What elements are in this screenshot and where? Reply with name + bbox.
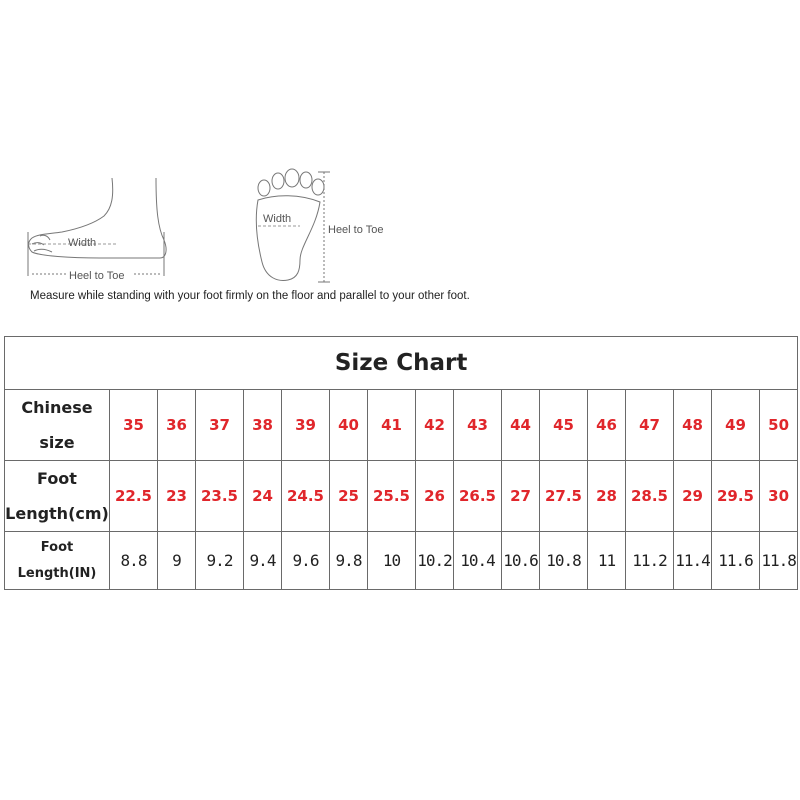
foot-length-cm-cell: 30 bbox=[760, 461, 798, 532]
sole-heel-to-toe-label: Heel to Toe bbox=[328, 224, 384, 236]
measure-instruction: Measure while standing with your foot firmly on the floor and parallel to your other foot. bbox=[30, 290, 470, 302]
chinese-size-cell: 47 bbox=[626, 390, 674, 461]
chinese-size-cell: 37 bbox=[196, 390, 244, 461]
chinese-size-cell: 46 bbox=[588, 390, 626, 461]
foot-length-cm-header-line2: Length(cm) bbox=[5, 504, 109, 523]
foot-length-in-cell: 9.4 bbox=[244, 532, 282, 590]
foot-length-cm-cell: 28 bbox=[588, 461, 626, 532]
chinese-size-cell: 36 bbox=[158, 390, 196, 461]
foot-length-cm-row bbox=[5, 461, 798, 532]
foot-length-cm-cell: 26.5 bbox=[454, 461, 502, 532]
foot-length-cm-cell: 23 bbox=[158, 461, 196, 532]
foot-length-in-cell: 9 bbox=[158, 532, 196, 590]
side-width-label: Width bbox=[68, 237, 97, 249]
chinese-size-cell: 40 bbox=[330, 390, 368, 461]
foot-length-cm-cell: 27.5 bbox=[540, 461, 588, 532]
foot-length-in-header bbox=[5, 532, 110, 590]
foot-length-in-cell: 10.4 bbox=[454, 532, 502, 590]
chinese-size-row bbox=[5, 390, 798, 461]
foot-length-in-cell: 8.8 bbox=[110, 532, 158, 590]
foot-length-in-cell: 10 bbox=[368, 532, 416, 590]
chinese-size-cell: 39 bbox=[282, 390, 330, 461]
foot-length-in-cell: 9.6 bbox=[282, 532, 330, 590]
foot-length-in-cell: 10.8 bbox=[540, 532, 588, 590]
chinese-size-cell: 50 bbox=[760, 390, 798, 461]
foot-length-in-cell: 11.8 bbox=[760, 532, 798, 590]
foot-length-cm-cell: 25.5 bbox=[368, 461, 416, 532]
foot-measure-illustration bbox=[0, 0, 800, 330]
foot-length-cm-cell: 29 bbox=[674, 461, 712, 532]
chinese-size-cell: 42 bbox=[416, 390, 454, 461]
chinese-size-header-line1: Chinese bbox=[21, 398, 93, 417]
chinese-size-header bbox=[5, 390, 110, 461]
side-heel-to-toe-label: Heel to Toe bbox=[69, 270, 125, 282]
foot-length-in-cell: 10.2 bbox=[416, 532, 454, 590]
foot-length-in-cell: 11.6 bbox=[712, 532, 760, 590]
chinese-size-cell: 43 bbox=[454, 390, 502, 461]
chinese-size-cell: 38 bbox=[244, 390, 282, 461]
foot-length-cm-cell: 25 bbox=[330, 461, 368, 532]
chinese-size-cell: 35 bbox=[110, 390, 158, 461]
foot-length-in-cell: 9.8 bbox=[330, 532, 368, 590]
sole-width-label: Width bbox=[263, 213, 292, 225]
chinese-size-header-line2: size bbox=[39, 433, 75, 452]
foot-length-cm-cell: 24.5 bbox=[282, 461, 330, 532]
size-chart-title: Size Chart bbox=[5, 337, 798, 390]
foot-length-cm-cell: 22.5 bbox=[110, 461, 158, 532]
foot-length-cm-cell: 23.5 bbox=[196, 461, 244, 532]
foot-length-in-header-line2: Length(IN) bbox=[17, 565, 97, 581]
foot-length-in-cell: 10.6 bbox=[502, 532, 540, 590]
chinese-size-cell: 49 bbox=[712, 390, 760, 461]
chinese-size-cell: 45 bbox=[540, 390, 588, 461]
foot-length-in-row bbox=[5, 532, 798, 590]
foot-length-in-cell: 9.2 bbox=[196, 532, 244, 590]
size-chart-table bbox=[4, 336, 798, 590]
foot-length-in-cell: 11.4 bbox=[674, 532, 712, 590]
foot-length-cm-cell: 28.5 bbox=[626, 461, 674, 532]
foot-length-cm-header-line1: Foot bbox=[37, 469, 77, 488]
foot-length-cm-header bbox=[5, 461, 110, 532]
foot-length-in-header-line1: Foot bbox=[40, 539, 74, 555]
foot-length-cm-cell: 24 bbox=[244, 461, 282, 532]
side-foot-icon bbox=[29, 178, 166, 258]
foot-length-in-cell: 11 bbox=[588, 532, 626, 590]
chinese-size-cell: 48 bbox=[674, 390, 712, 461]
foot-length-cm-cell: 29.5 bbox=[712, 461, 760, 532]
foot-length-in-cell: 11.2 bbox=[626, 532, 674, 590]
chinese-size-cell: 41 bbox=[368, 390, 416, 461]
foot-length-cm-cell: 27 bbox=[502, 461, 540, 532]
chinese-size-cell: 44 bbox=[502, 390, 540, 461]
foot-length-cm-cell: 26 bbox=[416, 461, 454, 532]
